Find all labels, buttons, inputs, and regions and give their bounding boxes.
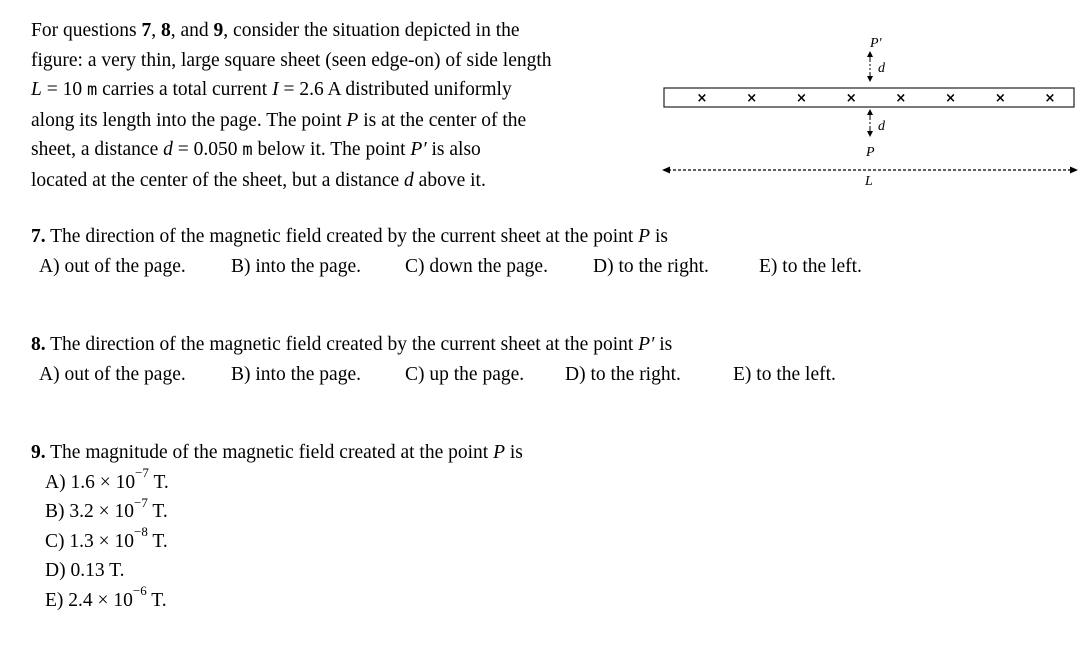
intro-text: carries a total current <box>97 79 273 101</box>
current-into-page-mark: × <box>795 91 807 106</box>
label-d-bottom: d <box>878 119 885 134</box>
intro-line-5 <box>31 135 631 166</box>
question-text: is <box>650 226 668 247</box>
unit-m: m <box>86 80 98 101</box>
option-d[interactable] <box>45 556 523 586</box>
unit-m: m <box>242 140 253 161</box>
intro-text: = 10 <box>41 79 87 101</box>
question-ref-8: 8 <box>161 20 171 41</box>
option-e-value: E) 2.4 × 10 <box>45 589 133 611</box>
intro-line-6 <box>31 166 631 196</box>
var-P-prime: P′ <box>638 334 655 355</box>
option-a-exponent: −7 <box>135 465 149 481</box>
question-number: 9. <box>31 442 46 463</box>
option-c[interactable]: C) up the page. <box>405 363 525 385</box>
option-c[interactable] <box>45 524 523 557</box>
intro-text: = 2.6 <box>278 79 328 101</box>
var-P: P <box>638 226 651 247</box>
question-8-options <box>31 360 836 390</box>
question-text: is <box>504 442 523 463</box>
current-into-page-mark: × <box>696 91 708 106</box>
option-a-unit: T. <box>148 471 169 493</box>
label-d-top: d <box>878 61 885 76</box>
option-e[interactable]: E) to the left. <box>733 363 836 385</box>
intro-text: , <box>151 20 162 41</box>
option-b-exponent: −7 <box>134 494 148 510</box>
intro-line-3 <box>31 75 631 106</box>
question-text: is <box>654 334 673 355</box>
var-P: P <box>346 109 359 131</box>
current-into-page-mark: × <box>1044 91 1056 106</box>
intro-text: = 0.050 <box>172 139 243 161</box>
question-number: 7. <box>31 226 46 247</box>
option-b-value: B) 3.2 × 10 <box>45 501 134 523</box>
current-into-page-mark: × <box>895 91 907 106</box>
intro-text: along its length into the page. The point <box>31 109 347 131</box>
current-into-page-mark: × <box>746 91 758 106</box>
var-I: I <box>272 79 279 101</box>
option-c[interactable]: C) down the page. <box>405 255 548 277</box>
intro-text: is at the center of the <box>358 109 527 131</box>
length-arrow-left <box>662 167 670 174</box>
intro-text: located at the center of the sheet, but a distance <box>31 169 405 191</box>
figure-svg <box>660 30 1080 190</box>
label-length: L <box>865 174 873 189</box>
option-e-unit: T. <box>146 589 167 611</box>
label-p: P <box>866 145 875 160</box>
var-d: d <box>163 139 173 161</box>
current-into-page-mark: × <box>845 91 857 106</box>
unit-A: A <box>327 79 341 101</box>
option-b[interactable] <box>45 494 523 527</box>
option-e-exponent: −6 <box>132 583 147 599</box>
question-ref-7: 7 <box>141 20 152 41</box>
intro-text: For questions <box>31 20 142 41</box>
intro-text: sheet, a distance <box>31 139 164 161</box>
current-into-page-mark: × <box>945 91 957 106</box>
current-sheet-figure <box>660 30 1080 190</box>
var-P: P <box>493 442 505 463</box>
intro-text: is also <box>426 139 481 161</box>
question-8-stem <box>31 330 836 360</box>
current-sheet <box>664 88 1074 107</box>
question-ref-9: 9 <box>213 20 224 41</box>
option-e[interactable]: E) to the left. <box>759 255 862 277</box>
option-b-unit: T. <box>147 501 168 523</box>
question-text: The direction of the magnetic field created by the current sheet at the point <box>45 334 639 355</box>
option-b[interactable]: B) into the page. <box>231 363 361 385</box>
intro-line-1 <box>31 16 631 46</box>
intro-text: , consider the situation depicted in the <box>223 20 520 41</box>
intro-text: below it. The point <box>252 139 411 161</box>
label-p-prime: P′ <box>870 36 882 51</box>
option-e[interactable] <box>45 583 523 616</box>
intro-line-2: figure: a very thin, large square sheet (seen edge-on) of side length <box>31 49 552 71</box>
option-d[interactable]: D) to the right. <box>593 255 709 277</box>
length-arrow-right <box>1070 167 1078 174</box>
option-c-unit: T. <box>147 530 168 552</box>
var-L: L <box>31 79 42 101</box>
intro-paragraph <box>31 16 631 196</box>
option-d-value: D) 0.13 T. <box>45 560 125 582</box>
question-7 <box>31 222 862 281</box>
var-d: d <box>404 169 414 191</box>
question-9-stem <box>31 438 523 468</box>
option-a[interactable]: A) out of the page. <box>39 363 186 385</box>
option-c-exponent: −8 <box>134 524 148 540</box>
option-a[interactable] <box>45 465 523 498</box>
option-a-value: A) 1.6 × 10 <box>45 471 136 493</box>
question-text: The direction of the magnetic field created by the current sheet at the point <box>45 226 639 247</box>
question-9-options <box>31 465 523 616</box>
intro-text: , and <box>170 20 214 41</box>
question-9 <box>31 438 523 616</box>
question-text: The magnitude of the magnetic field created at the point <box>45 442 494 463</box>
question-number: 8. <box>31 334 46 355</box>
option-b[interactable]: B) into the page. <box>231 255 361 277</box>
question-7-options <box>31 252 862 282</box>
current-into-page-mark: × <box>994 91 1006 106</box>
intro-line-4 <box>31 106 631 136</box>
question-7-stem <box>31 222 862 252</box>
var-P-prime: P′ <box>410 139 427 161</box>
option-c-value: C) 1.3 × 10 <box>45 530 134 552</box>
intro-text: distributed uniformly <box>340 79 512 101</box>
question-8 <box>31 330 836 389</box>
intro-text: above it. <box>413 169 486 191</box>
option-a[interactable]: A) out of the page. <box>39 255 186 277</box>
option-d[interactable]: D) to the right. <box>565 363 681 385</box>
